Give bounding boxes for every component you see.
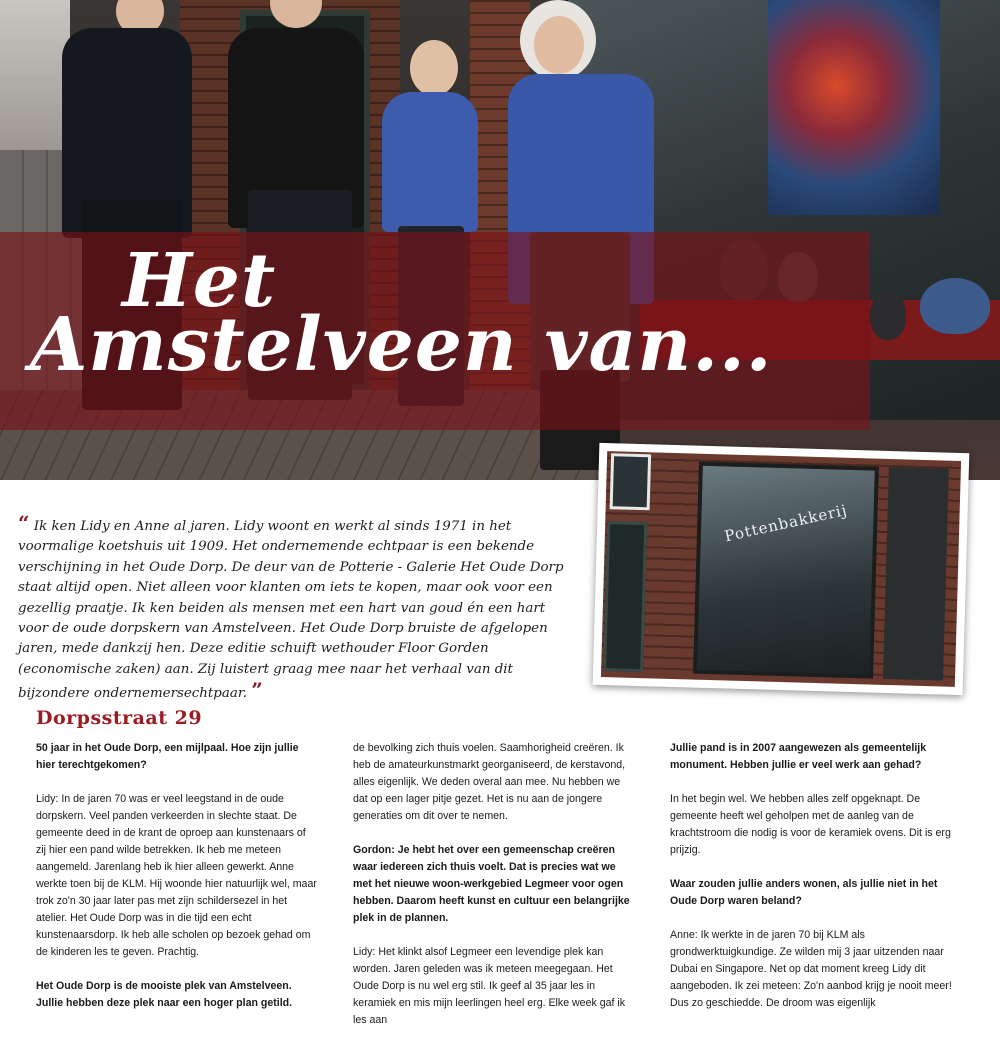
inset-door [603,521,647,672]
section-title: Dorpsstraat 29 [36,707,203,729]
question-paragraph: 50 jaar in het Oude Dorp, een mijlpaal. Hoe zijn jullie hier terechtgekomen? [36,742,299,771]
title-line-2: Amstelveen van... [30,302,773,388]
intro-quote [18,513,578,705]
answer-paragraph: Anne: Ik werkte in de jaren 70 bij KLM als grondwerktuigkundige. Ze wilden mij 3 jaar uitzenden naar Dubai en Singapore. Net op dat moment kreeg Lidy dit aangeboden. Ik zei meteen: Zo'n aanbod krijg je nooit meer! Dus zo geschiedde. De droom was eigenlijk [670,929,952,1009]
article-column-1 [36,740,318,1029]
question-paragraph: Jullie pand is in 2007 aangewezen als gemeentelijk monument. Hebben jullie er veel werk aan gehad? [670,742,927,771]
shop-sign-text: Pottenbakkerij [722,500,850,546]
ceramic-pot [870,290,906,340]
inset-photo [601,451,961,687]
answer-paragraph: de bevolking zich thuis voelen. Saamhorigheid creëren. Ik heb de amateurkunstmarkt georganiseerd, de kerstavond, alles eigenlijk. We deden overal aan mee. Nu hebben we dat op een lager pitje gezet. Het is nu aan de jongere generaties om dit over te nemen. [353,742,626,822]
inset-window [610,453,652,510]
inset-photo-frame [593,443,970,695]
open-quote-mark: “ [18,511,30,535]
inset-neighbor-building [883,467,949,681]
answer-paragraph: Lidy: In de jaren 70 was er veel leegstand in de oude dorpskern. Veel panden verkeerden in slechte staat. De gemeente deed in de krant de oproep aan kunstenaars of zij hier een pand wilde betrekken. Ik heb me meteen aangemeld. Jarenlang heb ik hier alleen gewerkt. Anne werkte toen bij de KLM. Hij woonde hier natuurlijk wel, maar trok zo'n 30 jaar later pas met zijn schildersezel in het atelier. Het Oude Dorp was in die tijd een echt kunstenaarsdorp. Ik heb alle scholen op bezoek gehad om de kinderen les te geven. Prachtig. [36,793,317,958]
sky-area [0,0,70,150]
title-line-1: Het [122,238,277,324]
answer-paragraph: In het begin wel. We hebben alles zelf opgeknapt. De gemeente heeft wel geholpen met de aanleg van de krachtstroom die nodig is voor de keramiek ovens. Dit is erg prijzig. [670,793,951,856]
answer-paragraph: Lidy: Het klinkt alsof Legmeer een levendige plek kan worden. Jaren geleden was ik meteen meegegaan. Het Oude Dorp is nu wel erg stil. Ik geef al 35 jaar les in keramiek en mis mijn leerlingen heel erg. Elke week gaf ik les aan [353,946,626,1026]
ceramic-pot [920,278,990,334]
question-paragraph: Het Oude Dorp is de mooiste plek van Amstelveen. Jullie hebben deze plek naar een hoger plan getild. [36,980,293,1009]
intro-text: Ik ken Lidy en Anne al jaren. Lidy woont en werkt al sinds 1971 in het voormalige koetshuis uit 1909. Het ondernemende echtpaar is een bekende verschijning in het Oude Dorp. De deur van de Potterie - Galerie Het Oude Dorp staat altijd open. Niet alleen voor klanten om iets te kopen, maar ook voor een gezellig praatje. Ik ken beiden als mensen met een hart van goud én een hart voor de oude dorpskern van Amstelveen. Het Oude Dorp bruiste de afgelopen jaren, mede dankzij hen. Deze editie schuift wethouder Floor Gorden (economische zaken) aan. Zij luistert graag mee naar het verhaal van dit bijzondere ondernemersechtpaar. [18,519,564,702]
question-paragraph: Waar zouden jullie anders wonen, als jullie niet in het Oude Dorp waren beland? [670,878,938,907]
article-column-3 [670,740,952,1029]
close-quote-mark: ” [251,678,263,703]
question-paragraph: Gordon: Je hebt het over een gemeenschap creëren waar iedereen zich thuis voelt. Dat is precies wat we met het nieuwe woon-werkgebied Legmeer voor ogen hebben. Daarom heeft kunst en cultuur een belangrijke plek in de plannen. [353,844,630,924]
article-column-2 [353,740,635,1046]
painting-in-window [768,0,940,215]
inset-shop-window [693,462,879,679]
